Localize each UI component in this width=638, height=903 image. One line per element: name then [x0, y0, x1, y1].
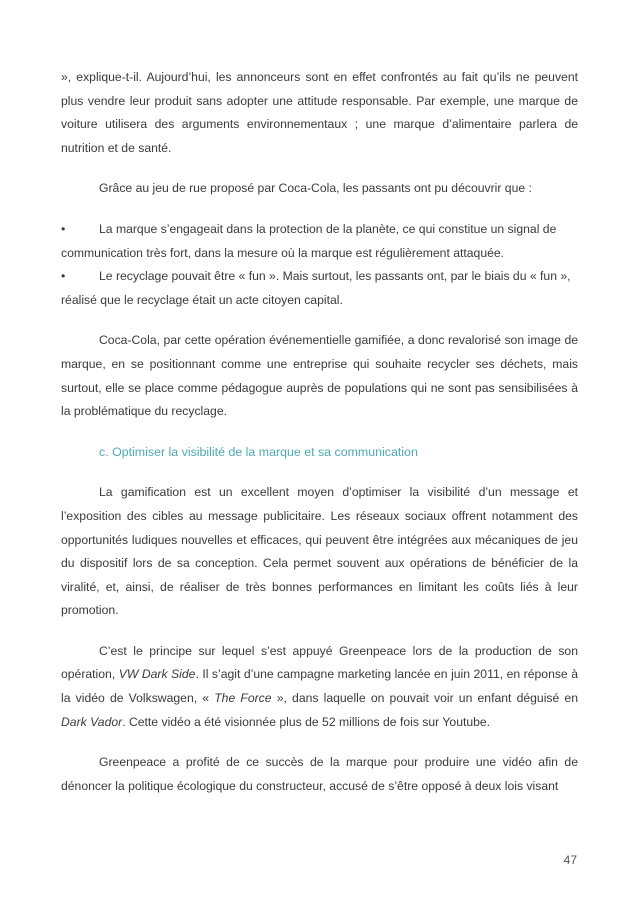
italic-run: Dark Vador [61, 714, 123, 729]
bullet-continuation: réalisé que le recyclage était un acte citoyen capital. [61, 292, 343, 307]
text-run: C’est le principe sur lequel s’est appuyé Greenpeace lors de la production de son opération, [61, 643, 578, 682]
paragraph-gamification: La gamification est un excellent moyen d’optimiser la visibilité d’un message et l’exposition des cibles au message publicitaire. Les réseaux sociaux offrent notamment des opportunités ludiques nouvelles et efficaces, qui peuvent être intégrées aux mécaniques de jeu du dispositif lors de sa conception. Cela permet souvent aux opérations de bénéficier de la viralité, et, ainsi, de réaliser de très bonnes performances en limitant les coûts liés à leur promotion. [61, 485, 578, 618]
italic-run: The Force [214, 691, 272, 706]
paragraph-greenpeace-video: Greenpeace a profité de ce succès de la marque pour produire une vidéo afin de dénoncer la politique écologique du constructeur, accusé de s’être opposé à deux lois visant [61, 755, 578, 793]
text-run: », dans laquelle on pouvait voir un enfant déguisé en [271, 691, 578, 706]
bullet-marker: • [61, 269, 66, 284]
paragraph-intro: », explique-t-il. Aujourd’hui, les annonceurs sont en effet confrontés au fait qu’ils ne peuvent plus vendre leur produit sans adopter une attitude responsable. Par exemple, une marque de voiture utilisera des arguments environnementaux ; une marque d’alimentaire parlera de nutrition et de santé. [61, 70, 578, 155]
page-number: 47 [563, 853, 577, 867]
bullet-continuation: communication très fort, dans la mesure où la marque est régulièrement attaquée. [61, 245, 505, 260]
paragraph-greenpeace [61, 640, 578, 734]
bullet-list [61, 218, 578, 312]
page-body [61, 66, 578, 815]
bullet-marker: • [61, 221, 66, 236]
italic-run: VW Dark Side [118, 667, 196, 682]
paragraph-coca-cola-game: Grâce au jeu de rue proposé par Coca-Cola, les passants ont pu découvrir que : [99, 181, 532, 196]
bullet-item-2 [61, 265, 578, 289]
bullet-item-1 [61, 218, 578, 242]
bullet-text: La marque s’engageait dans la protection de la planète, ce qui constitue un signal de [99, 221, 557, 236]
bullet-text: Le recyclage pouvait être « fun ». Mais surtout, les passants ont, par le biais du « fun », [99, 269, 571, 284]
text-run: . Il s’agit d’une campagne marketing lancée en juin 2011, en réponse à la vidéo de Volkswagen, « [61, 667, 578, 706]
text-run: . Cette vidéo a été visionnée plus de 52 millions de fois sur Youtube. [122, 714, 491, 729]
paragraph-revalorisation: Coca-Cola, par cette opération événementielle gamifiée, a donc revalorisé son image de marque, en se positionnant comme une entreprise qui souhaite recycler ses déchets, mais surtout, elle se place comme pédagogue auprès de populations qui ne sont pas sensibilisées à la problématique du recyclage. [61, 333, 578, 419]
section-heading: c. Optimiser la visibilité de la marque et sa communication [99, 444, 418, 459]
